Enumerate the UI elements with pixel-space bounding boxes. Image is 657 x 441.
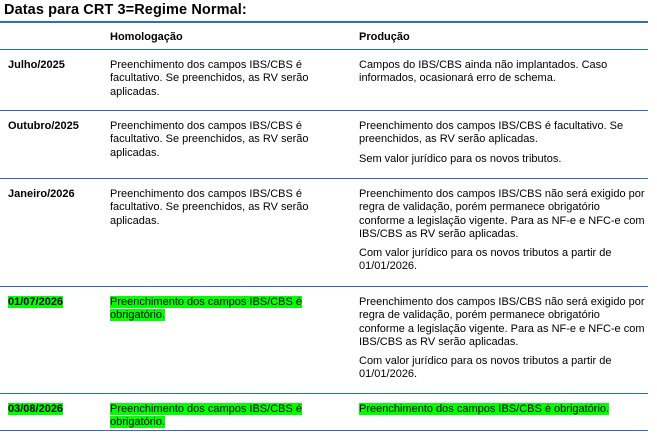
- table-row: [0, 394, 648, 431]
- highlighted-date: 01/07/2026: [8, 296, 64, 308]
- table-row: [0, 50, 648, 111]
- row-date: [0, 287, 100, 393]
- row-homologacao: Preenchimento dos campos IBS/CBS é facultativo. Se preenchidos, as RV serão aplicadas.: [110, 59, 309, 98]
- section-title: Datas para CRT 3=Regime Normal:: [4, 2, 247, 18]
- row-producao: Campos do IBS/CBS ainda não implantados. Caso informados, ocasionará erro de schema.: [359, 59, 608, 85]
- row-date: [0, 394, 100, 430]
- row-producao: Preenchimento dos campos IBS/CBS não será exigido por regra de validação, porém permanece obrigatório conforme a legislação vigente. Para as NF-e e NFC-e com IBS/CBS as RV serão aplicadas. Com valor jurídico para os novos tributos a partir de 01/01/2026.: [359, 296, 645, 381]
- table-row: [0, 287, 648, 394]
- row-homologacao: [100, 394, 350, 430]
- row-date: Janeiro/2026: [8, 188, 75, 200]
- row-homologacao: [100, 287, 350, 393]
- table-row: [0, 179, 648, 287]
- row-producao: Preenchimento dos campos IBS/CBS é facultativo. Se preenchidos, as RV serão aplicadas. Sem valor jurídico para os novos tributos.: [359, 120, 624, 165]
- highlighted-text: Preenchimento dos campos IBS/CBS é obrigatório.: [110, 403, 302, 429]
- row-producao: [350, 394, 648, 430]
- header-date: [0, 23, 100, 49]
- highlighted-text: Preenchimento dos campos IBS/CBS é obrigatório.: [359, 403, 610, 415]
- row-date: Julho/2025: [8, 59, 65, 71]
- header-homologacao: Homologação: [110, 31, 183, 43]
- highlighted-text: Preenchimento dos campos IBS/CBS é obrigatório.: [110, 296, 302, 322]
- header-producao: Produção: [359, 31, 410, 43]
- row-homologacao: Preenchimento dos campos IBS/CBS é facultativo. Se preenchidos, as RV serão aplicadas.: [110, 120, 309, 159]
- table-row: [0, 111, 648, 179]
- highlighted-date: 03/08/2026: [8, 403, 64, 415]
- row-producao: Preenchimento dos campos IBS/CBS não será exigido por regra de validação, porém permanece obrigatório conforme a legislação vigente. Para as NF-e e NFC-e com IBS/CBS as RV serão aplicadas. Com valor jurídico para os novos tributos a partir de 01/01/2026.: [359, 188, 645, 273]
- row-homologacao: Preenchimento dos campos IBS/CBS é facultativo. Se preenchidos, as RV serão aplicadas.: [110, 188, 309, 227]
- schedule-table: [0, 21, 648, 431]
- table-header-row: [0, 23, 648, 50]
- row-date: Outubro/2025: [8, 120, 79, 132]
